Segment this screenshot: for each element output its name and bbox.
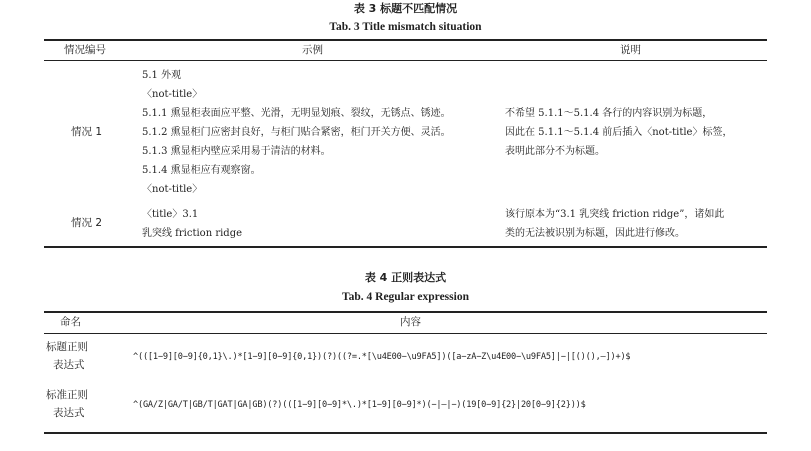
table3-row2-example-line: 〈title〉3.1: [142, 209, 199, 220]
table3-caption-cn: 表 3 标题不匹配情况: [353, 2, 458, 15]
table4-row2-name-line: 表达式: [53, 407, 85, 419]
table4-header-name: 命名: [60, 316, 81, 328]
table3-row1-note-line: 表明此部分不为标题。: [505, 146, 605, 157]
table3-row1-note-line: 因此在 5.1.1～5.1.4 前后插入〈not-title〉标签，: [505, 127, 733, 138]
table4-row2-regex: ^(GA/Z|GA/T|GB/T|GAT|GA|GB)(?)(([1−9][0−9]*\.)*[1−9][0−9]*)(−|—|−)(19[0−9]{2}|20[0−9]{2}))$: [133, 400, 586, 410]
table3-row2-example-line: 乳突线 friction ridge: [142, 228, 243, 239]
table4-row1-name-line: 表达式: [53, 359, 85, 371]
table3-header-note: 说明: [620, 44, 641, 56]
table3-row1-example-line: 5.1.2 熏显柜门应密封良好，与柜门贴合紧密，柜门开关方便、灵活。: [142, 127, 451, 138]
table4-top-rule: [44, 311, 767, 313]
table3-row1-example-line: 5.1.3 熏显柜内壁应采用易于清洁的材料。: [142, 146, 331, 157]
table4-caption-cn: 表 4 正则表达式: [364, 271, 447, 284]
table3-top-rule: [44, 39, 767, 41]
table4-header-rule: [44, 333, 767, 334]
table3-row2-case: 情况 2: [71, 217, 103, 229]
table3-header-case: 情况编号: [64, 44, 106, 56]
table3-bottom-rule: [44, 246, 767, 248]
table4-row1-regex: ^(([1−9][0−9]{0,1}\.)*[1−9][0−9]{0,1})(?)((?=.*[\u4E00−\u9FA5])([a−zA−Z\u4E00−\u9FA5]|−|[()(),—])+)$: [133, 352, 631, 362]
table4-bottom-rule: [44, 432, 767, 434]
table3-row2-note-line: 该行原本为“3.1 乳突线 friction ridge”，诸如此: [505, 209, 725, 220]
table3-row1-example-line: 〈not-title〉: [142, 89, 203, 100]
table4-header-content: 内容: [400, 316, 421, 328]
table3-caption-en: Tab. 3 Title mismatch situation: [329, 21, 482, 33]
table3-row1-case: 情况 1: [71, 126, 103, 138]
table3-row1-example-line: 5.1 外观: [142, 70, 182, 81]
table3-row1-example-line: 〈not-title〉: [142, 184, 203, 195]
table4-row1-name-line: 标题正则: [46, 341, 88, 353]
table3-header-example: 示例: [302, 44, 323, 56]
table3-row1-example-line: 5.1.1 熏显柜表面应平整、光滑，无明显划痕、裂纹，无锈点、锈迹。: [142, 108, 451, 119]
table3-row1-note-line: 不希望 5.1.1～5.1.4 各行的内容识别为标题，: [505, 108, 713, 119]
table4-caption-en: Tab. 4 Regular expression: [342, 291, 469, 303]
table3-row2-note-line: 类的无法被识别为标题，因此进行修改。: [505, 228, 685, 239]
table3-header-rule: [44, 60, 767, 61]
table4-row2-name-line: 标准正则: [46, 389, 88, 401]
table3-row1-example-line: 5.1.4 熏显柜应有观察窗。: [142, 165, 261, 176]
